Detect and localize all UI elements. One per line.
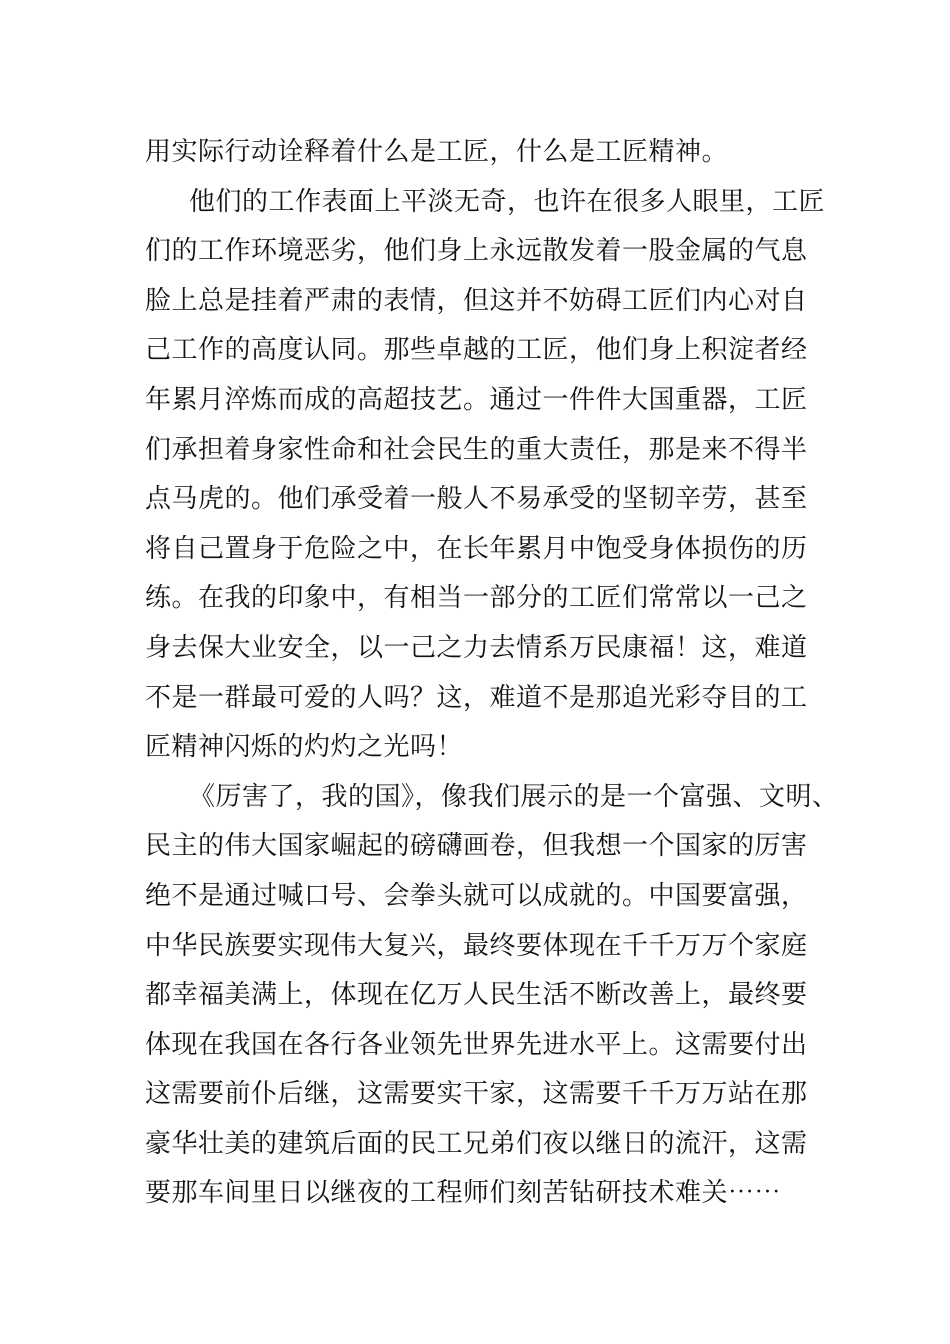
text-line: 们承担着身家性命和社会民生的重大责任，那是来不得半 [145, 434, 808, 465]
text-line: 都幸福美满上，体现在亿万人民生活不断改善上，最终要 [145, 980, 808, 1011]
text-line: 不是一群最可爱的人吗？这，难道不是那追光彩夺目的工 [145, 682, 808, 713]
text-line: 绝不是通过喊口号、会拳头就可以成就的。中国要富强， [145, 880, 808, 911]
text-line: 将自己置身于危险之中，在长年累月中饱受身体损伤的历 [145, 533, 808, 564]
text-line: 点马虎的。他们承受着一般人不易承受的坚韧辛劳，甚至 [145, 484, 808, 515]
text-line: 己工作的高度认同。那些卓越的工匠，他们身上积淀者经 [145, 335, 808, 366]
text-line: 用实际行动诠释着什么是工匠，什么是工匠精神。 [145, 137, 729, 167]
text-line: 要那车间里日以继夜的工程师们刻苦钻研技术难关⋯⋯ [145, 1178, 782, 1209]
text-line: 练。在我的印象中，有相当一部分的工匠们常常以一己之 [145, 583, 808, 614]
text-line: 身去保大业安全，以一己之力去情系万民康福！这，难道 [145, 632, 808, 663]
document-body [145, 128, 839, 1219]
text-line: 体现在我国在各行各业领先世界先进水平上。这需要付出 [145, 1029, 808, 1060]
text-line: 年累月淬炼而成的高超技艺。通过一件件大国重器，工匠 [145, 384, 808, 415]
text-line: 这需要前仆后继，这需要实干家，这需要千千万万站在那 [145, 1079, 808, 1110]
paragraph-start-line: 《厉害了，我的国》，像我们展示的是一个富强、文明、 [189, 781, 839, 812]
text-line: 民主的伟大国家崛起的磅礴画卷，但我想一个国家的厉害 [145, 831, 808, 862]
text-line: 匠精神闪烁的灼灼之光吗！ [145, 732, 464, 763]
text-line: 中华民族要实现伟大复兴，最终要体现在千千万万个家庭 [145, 930, 808, 961]
text-line: 豪华壮美的建筑后面的民工兄弟们夜以继日的流汗，这需 [145, 1128, 808, 1159]
text-line: 脸上总是挂着严肃的表情，但这并不妨碍工匠们内心对自 [145, 285, 808, 316]
text-line: 们的工作环境恶劣，他们身上永远散发着一股金属的气息 [145, 236, 808, 267]
paragraph-start-line: 他们的工作表面上平淡无奇，也许在很多人眼里，工匠 [189, 186, 826, 217]
